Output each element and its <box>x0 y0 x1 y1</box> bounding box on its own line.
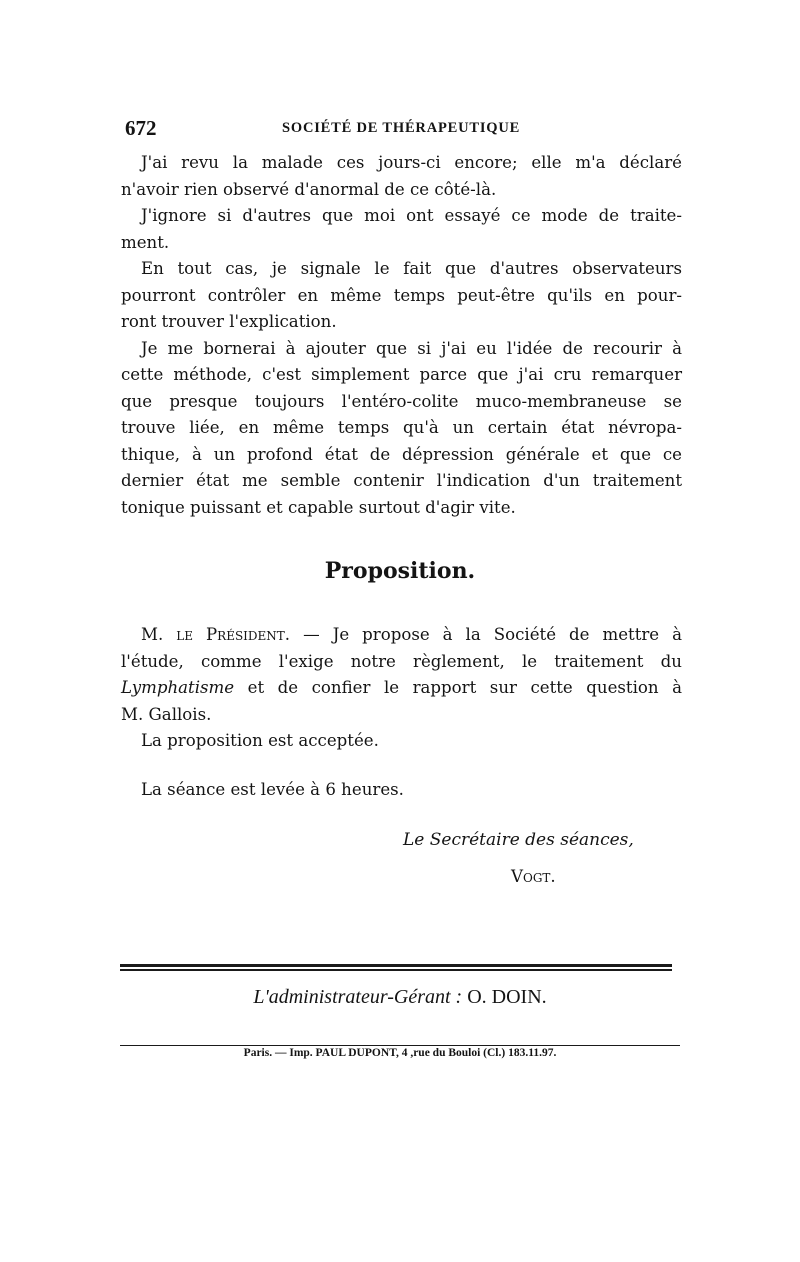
signature-name: Vogt. <box>511 867 556 886</box>
body-line: J'ai revu la malade ces jours-ci encore; elle m'a déclaré <box>141 153 682 172</box>
proposition-text: et de confier le rapport sur cette question à <box>234 678 682 697</box>
gerant-label: L'administrateur-Gérant : <box>253 986 463 1008</box>
body-line: Je me bornerai à ajouter que si j'ai eu l'idée de recourir à <box>141 338 682 358</box>
body-line: que presque toujours l'entéro-colite muco-membraneuse se <box>121 391 682 411</box>
body-line: ment. <box>121 232 170 252</box>
body-line: cette méthode, c'est simplement parce que j'ai cru remarquer <box>121 365 682 384</box>
body-line: pourront contrôler en même temps peut-être qu'ils en pour- <box>121 285 682 305</box>
closing-line: La séance est levée à 6 heures. <box>141 780 404 799</box>
running-head: SOCIÉTÉ DE THÉRAPEUTIQUE <box>282 120 521 136</box>
gerant-name: O. DOIN. <box>462 986 547 1008</box>
speaker-name: M. le Président. <box>141 625 291 644</box>
proposition-result: La proposition est acceptée. <box>141 731 379 750</box>
divider-bottom <box>120 1045 680 1046</box>
proposition-line: l'étude, comme l'exige notre règlement, le traitement du <box>121 651 682 671</box>
proposition-line <box>121 622 682 649</box>
proposition-paragraph <box>121 622 682 755</box>
proposition-line <box>121 675 682 702</box>
proposition-text: — Je propose à la Société de mettre à <box>290 625 683 644</box>
proposition-line: M. Gallois. <box>121 704 212 724</box>
body-line: J'ignore si d'autres que moi ont essayé ce mode de traite- <box>141 206 682 225</box>
body-line: n'avoir rien observé d'anormal de ce côté-là. <box>121 179 497 199</box>
page-number: 672 <box>125 116 157 140</box>
body-line: En tout cas, je signale le fait que d'autres observateurs <box>141 259 682 278</box>
signature-title: Le Secrétaire des séances, <box>403 830 634 850</box>
body-line: ront trouver l'explication. <box>121 312 337 331</box>
body-line: trouve liée, en même temps qu'à un certain état névropa- <box>121 418 682 437</box>
body-line: tonique puissant et capable surtout d'agir vite. <box>121 497 516 517</box>
italic-term: Lymphatisme <box>121 678 235 697</box>
printer-imprint: Paris. — Imp. PAUL DUPONT, 4 ,rue du Bouloi (Cl.) 183.11.97. <box>243 1047 557 1059</box>
body-line: dernier état me semble contenir l'indication d'un traitement <box>121 471 682 490</box>
body-text <box>121 150 682 521</box>
footer-gerant <box>0 986 800 1009</box>
section-heading: Proposition. <box>324 558 476 584</box>
body-line: thique, à un profond état de dépression générale et que ce <box>121 444 682 464</box>
divider-thick <box>120 964 672 967</box>
divider-thin <box>120 969 672 971</box>
